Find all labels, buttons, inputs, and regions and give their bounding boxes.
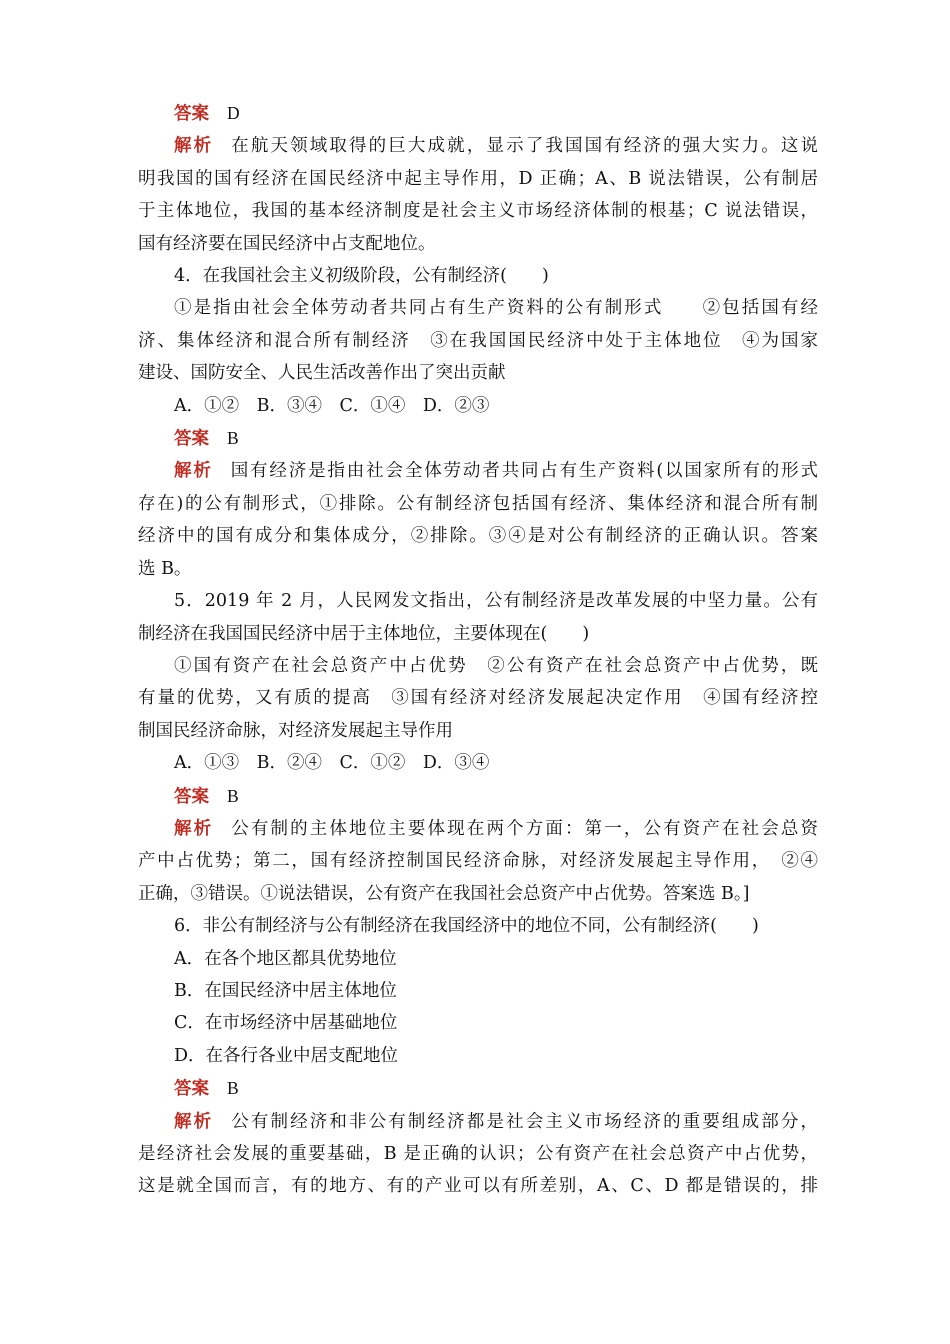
q6-analysis-line-1 [138,1106,818,1138]
q4-analysis-line-3: 经济中的国有成分和集体成分，②排除。③④是对公有制经济的正确认识。答案 [138,526,818,547]
analysis-label: 解析 [174,461,213,482]
q4-analysis-line-2: 存在)的公有制形式，①排除。公有制经济包括国有经济、集体经济和混合所有制 [138,493,818,514]
answer-label: 答案 [174,1079,209,1100]
q4-analysis-line-1 [138,455,818,487]
q6-option-d: D．在各行各业中居支配地位 [174,1045,399,1066]
answer-label: 答案 [174,429,209,450]
q5-statement-line-1: ①国有资产在社会总资产中占优势 ②公有资产在社会总资产中占优势，既 [174,655,818,676]
answer-label: 答案 [174,786,209,807]
q6-analysis-line-2: 是经济社会发展的重要基础，B 是正确的认识；公有资产在社会总资产中占优势， [138,1144,818,1164]
q5-analysis-line-1 [138,813,818,845]
q5-stem-line-1: 5．2019 年 2 月，人民网发文指出，公有制经济是改革发展的中坚力量。公有 [174,591,818,612]
q6-analysis-line-3: 这是就全国而言，有的地方、有的产业可以有所差别，A、C、D 都是错误的，排 [138,1176,818,1197]
q5-options: A．①③ B．②④ C．①② D．③④ [174,753,490,774]
q3-analysis-line-4: 国有经济要在国民经济中占支配地位。 [138,233,436,254]
analysis-label: 解析 [174,818,214,839]
analysis-label: 解析 [174,1111,214,1132]
q4-answer: B [227,428,239,449]
q5-answer: B [227,785,239,806]
q3-analysis-line-1 [138,130,818,162]
q3-analysis-line-3: 于主体地位，我国的基本经济制度是社会主义市场经济体制的根基；C 说法错误， [138,201,818,222]
q6-option-a: A．在各个地区都具优势地位 [174,948,397,969]
q4-statement-line-3: 建设、国防安全、人民生活改善作出了突出贡献 [138,363,506,384]
q4-analysis-text-1: 国有经济是指由社会全体劳动者共同占有生产资料(以国家所有的形式 [230,461,818,482]
q3-analysis-text-1: 在航天领域取得的巨大成就，显示了我国国有经济的强大实力。这说 [231,136,818,157]
q6-answer-line [138,1072,818,1105]
q3-answer: D [227,103,240,123]
q6-answer: B [227,1078,239,1099]
q4-analysis-line-4: 选 B。 [138,558,192,579]
q3-analysis-line-2: 明我国的国有经济在国民经济中起主导作用，D 正确；A、B 说法错误，公有制居 [138,168,818,189]
q5-analysis-line-3: 正确，③错误。①说法错误，公有资产在我国社会总资产中占优势。答案选 B。] [138,883,750,904]
q5-analysis-text-1: 公有制的主体地位主要体现在两个方面：第一，公有资产在社会总资 [231,818,818,839]
answer-label: 答案 [174,104,209,124]
q6-analysis-text-1: 公有制经济和非公有制经济都是社会主义市场经济的重要组成部分， [231,1111,818,1132]
q4-stem: 4．在我国社会主义初级阶段，公有制经济( ) [174,266,549,287]
q5-statement-line-2: 有量的优势，又有质的提高 ③国有经济对经济发展起决定作用 ④国有经济控 [138,688,818,709]
analysis-label: 解析 [174,136,214,157]
q4-answer-line [138,422,818,455]
q5-analysis-line-2: 产中占优势；第二，国有经济控制国民经济命脉，对经济发展起主导作用， ②④ [138,851,818,872]
q4-statement-line-2: 济、集体经济和混合所有制经济 ③在我国国民经济中处于主体地位 ④为国家 [138,330,818,351]
q5-statement-line-3: 制国民经济命脉，对经济发展起主导作用 [138,720,453,741]
q5-answer-line [138,780,818,813]
q6-option-c: C．在市场经济中居基础地位 [174,1013,398,1034]
q5-stem-line-2: 制经济在我国国民经济中居于主体地位，主要体现在( ) [138,623,590,644]
document-page [138,97,818,1203]
q6-option-b: B．在国民经济中居主体地位 [174,980,397,1001]
q6-stem: 6．非公有制经济与公有制经济在我国经济中的地位不同，公有制经济( ) [174,916,759,937]
q4-options: A．①② B．③④ C．①④ D．②③ [174,395,490,416]
q4-statement-line-1: ①是指由社会全体劳动者共同占有生产资料的公有制形式 ②包括国有经 [174,298,818,319]
q3-answer-line [138,97,818,130]
